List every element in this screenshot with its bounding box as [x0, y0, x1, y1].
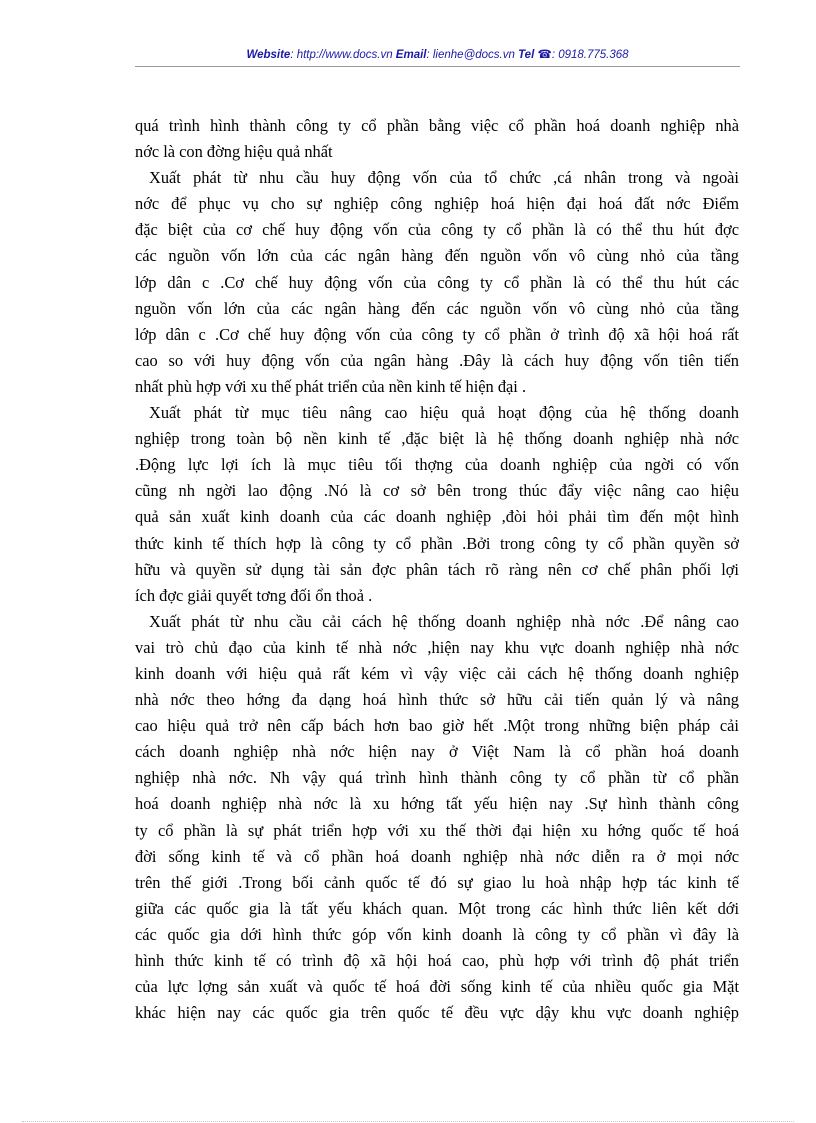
phone-icon: ☎	[537, 49, 552, 61]
text-line: nghiệp trong toàn bộ nền kinh tế ,đặc biệt là hệ thống doanh nghiệp nhà nớc	[135, 429, 739, 449]
text-line: hữu và quyền sử dụng tài sản đợc phân tách rõ ràng nên cơ chế phân phối lợi	[135, 559, 739, 579]
text-line: ích đợc giải quyết tơng đối ổn thoả .	[135, 585, 373, 605]
text-line: nớc là con đờng hiệu quả nhất	[135, 142, 333, 162]
text-line: của lực lợng sản xuất và quốc tế hoá đời sống kinh tế của nhiều quốc gia Mặt	[135, 977, 739, 997]
website-label: Website	[246, 49, 291, 61]
text-line: ty cổ phần là sự phát triển hợp với xu thế thời đại hiện xu hớng quốc tế hoá	[135, 820, 739, 840]
text-line: hoá doanh nghiệp nhà nớc là xu hớng tất yếu hiện nay .Sự hình thành công	[135, 794, 739, 814]
text-line: nguồn vốn lớn của các ngân hàng đến các nguồn vốn vô cùng nhỏ của tầng	[135, 298, 739, 318]
text-line: cách doanh nghiệp nhà nớc hiện nay ở Việt Nam là cổ phần hoá doanh	[135, 742, 739, 762]
text-line: trên thế giới .Trong bối cảnh quốc tế đó sự giao lu hoà nhập hợp tác kinh tế	[135, 872, 739, 892]
page-bottom-border	[22, 1121, 794, 1122]
text-line: quá trình hình thành công ty cổ phần bằng việc cổ phần hoá doanh nghiệp nhà	[135, 116, 739, 135]
text-line: hình thức kinh tế có trình độ xã hội hoá cao, phù hợp với trình độ phát triển	[135, 951, 739, 970]
paragraph-start: Xuất phát từ nhu cầu huy động vốn của tổ chức ,cá nhân trong và ngoài	[149, 168, 739, 188]
tel-label: Tel	[518, 49, 535, 61]
text-line: quả sản xuất kinh doanh của các doanh nghiệp ,đòi hỏi phải tìm đến một hình	[135, 507, 739, 527]
text-line: nớc để phục vụ cho sự nghiệp công nghiệp hoá hiện đại hoá đất nớc Điểm	[135, 194, 739, 214]
text-line: cũng nh ngời lao động .Nó là cơ sở bên trong thúc đẩy việc nâng cao hiệu	[135, 481, 739, 501]
text-line: đặc biệt của cơ chế huy động vốn của công ty cổ phần là có thể thu hút đợc	[135, 220, 739, 240]
text-line: kinh doanh với hiệu quả rất kém vì vậy việc cải cách hệ thống doanh nghiệp	[135, 663, 739, 683]
tel-value: : 0918.775.368	[551, 49, 629, 61]
text-line: nhà nớc theo hớng đa dạng hoá hình thức sở hữu cải tiến quản lý và nâng	[135, 690, 739, 710]
text-line: các quốc gia dới hình thức góp vốn kinh doanh là công ty cổ phần vì đây là	[135, 924, 739, 944]
text-line: cao so với huy động vốn của ngân hàng .Đây là cách huy động vốn tiên tiến	[135, 350, 739, 370]
text-line: cao hiệu quả trở nên cấp bách hơn bao giờ hết .Một trong những biện pháp cải	[135, 716, 739, 736]
text-line: các nguồn vốn lớn của các ngân hàng đến nguồn vốn vô cùng nhỏ của tầng	[135, 246, 739, 266]
text-line: lớp dân c .Cơ chế huy động vốn của công ty cổ phần ở trình độ xã hội hoá rất	[135, 324, 739, 344]
text-line: .Động lực lợi ích là mục tiêu tối thợng của doanh nghiệp của ngời có vốn	[135, 455, 739, 475]
page-header	[135, 47, 740, 61]
text-line: giữa các quốc gia là tất yếu khách quan. Một trong các hình thức liên kết dới	[135, 898, 739, 918]
text-line: khác hiện nay các quốc gia trên quốc tế đều vực dậy khu vực doanh nghiệp	[135, 1003, 739, 1023]
text-line: lớp dân c .Cơ chế huy động vốn của công ty cổ phần là có thể thu hút các	[135, 272, 739, 292]
paragraph-start: Xuất phát từ mục tiêu nâng cao hiệu quả hoạt động của hệ thống doanh	[149, 403, 739, 423]
website-url[interactable]: : http://www.docs.vn	[290, 49, 393, 61]
paragraph-start: Xuất phát từ nhu cầu cải cách hệ thống doanh nghiệp nhà nớc .Để nâng cao	[149, 611, 739, 631]
text-line: đời sống kinh tế và cổ phần hoá doanh nghiệp nhà nớc diễn ra ở mọi nớc	[135, 846, 739, 866]
email-value[interactable]: : lienhe@docs.vn	[426, 49, 515, 61]
text-line: nhất phù hợp với xu thế phát triển của nền kinh tế hiện đại .	[135, 376, 527, 396]
email-label: Email	[395, 49, 427, 61]
text-line: thức kinh tế thích hợp là công ty cổ phần .Bởi trong công ty cổ phần quyền sở	[135, 533, 739, 553]
text-line: nghiệp nhà nớc. Nh vậy quá trình hình thành công ty cổ phần từ cổ phần	[135, 768, 739, 788]
document-body	[135, 113, 739, 1026]
text-line: vai trò chủ đạo của kinh tế nhà nớc ,hiện nay khu vực doanh nghiệp nhà nớc	[135, 637, 739, 657]
header-divider	[135, 66, 740, 67]
